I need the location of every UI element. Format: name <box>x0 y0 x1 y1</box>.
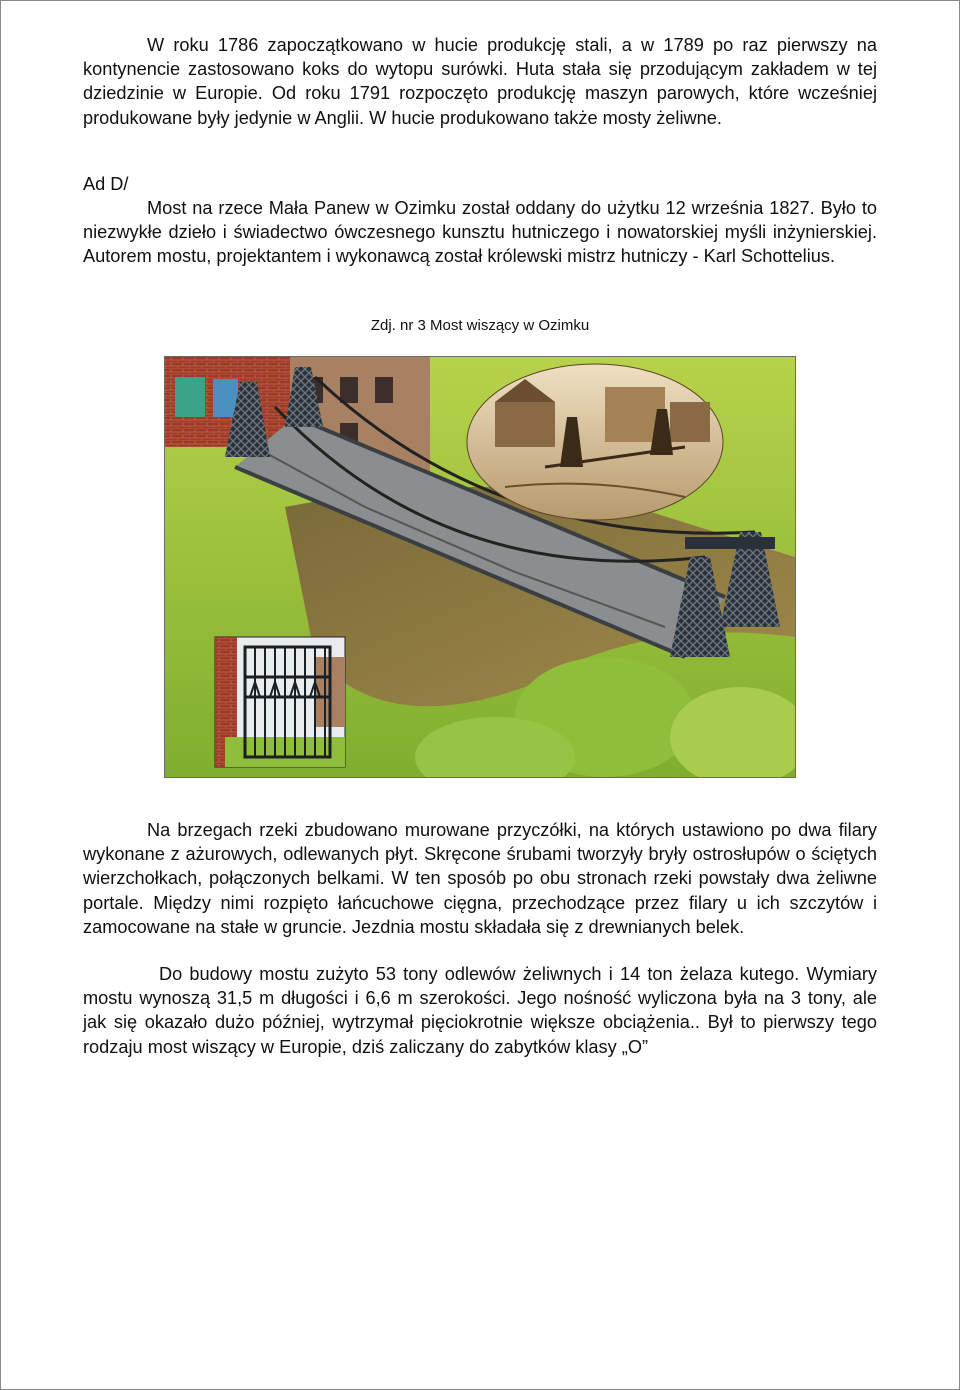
bridge-photo <box>164 356 796 778</box>
fence-detail-inset <box>215 637 345 767</box>
figure-caption: Zdj. nr 3 Most wiszący w Ozimku <box>370 317 590 334</box>
paragraph-1: W roku 1786 zapoczątkowano w hucie produkcję stali, a w 1789 po raz pierwszy na kontynencie zastosowano koks do wytopu surówki. Huta stała się przodującym zakładem w tej dziedzinie w Europie. Od roku 1791 rozpoczęto produkcję maszyn parowych, które wcześniej produkowane były jedynie w Anglii. W hucie produkowano także mosty żeliwne. <box>83 35 877 128</box>
paragraph-4: Do budowy mostu zużyto 53 tony odlewów żeliwnych i 14 ton żelaza kutego. Wymiary mostu wynoszą 31,5 m długości i 6,6 m szerokości. Jego nośność wyliczona była na 3 tony, ale jak się okazało dużo później, wytrzymał pięciokrotnie większe obciążenia.. Był to pierwszy tego rodzaju most wiszący w Europie, dziś zaliczany do zabytków klasy „O” <box>83 964 877 1057</box>
section-heading: Ad D/ <box>83 174 129 194</box>
paragraph-3: Na brzegach rzeki zbudowano murowane przyczółki, na których ustawiono po dwa filary wykonane z ażurowych, odlewanych płyt. Skręcone śrubami tworzyły bryły ostrosłupów o ściętych wierzchołkach, połączonych belkami. W ten sposób po obu stronach rzeki powstały dwa żeliwne portale. Między nimi rozpięto łańcuchowe cięgna, przechodzące przez filary u ich szczytów i zamocowane na stałe w gruncie. Jezdnia mostu składała się z drewnianych belek. <box>83 820 877 937</box>
paragraph-2: Most na rzece Mała Panew w Ozimku został oddany do użytku 12 września 1827. Było to niezwykłe dzieło i świadectwo ówczesnego kunsztu hutniczego i nowatorskiej myśli inżynierskiej. Autorem mostu, projektantem i wykonawcą został królewski mistrz hutniczy - Karl Schottelius. <box>83 198 877 267</box>
vintage-photo-inset <box>467 364 723 520</box>
